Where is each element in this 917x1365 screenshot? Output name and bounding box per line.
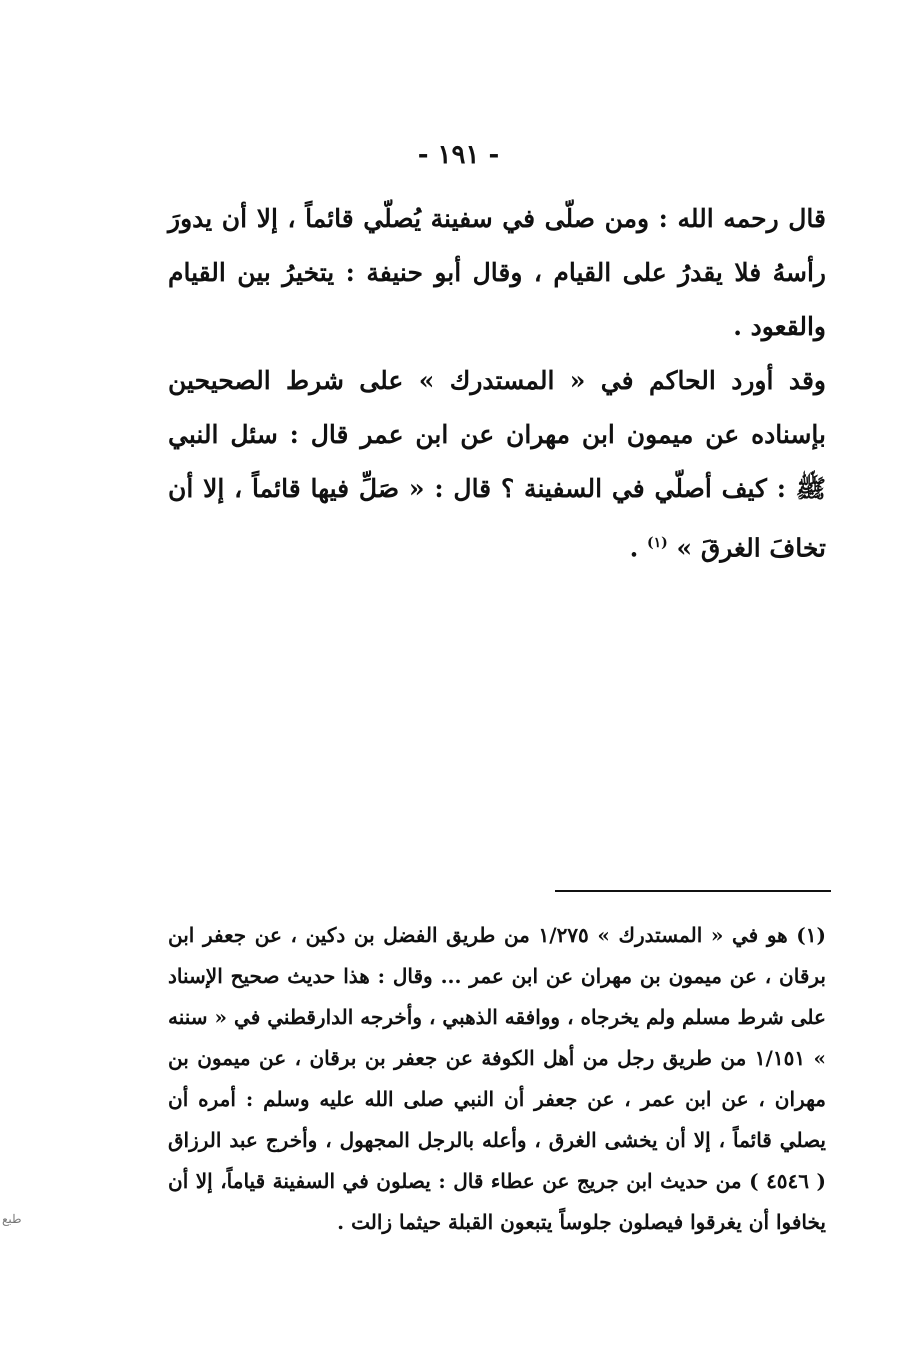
paragraph-2-end: .: [629, 533, 648, 563]
main-text: [168, 192, 826, 575]
paragraph-2: [168, 354, 826, 575]
paragraph-2-text: وقد أورد الحاكم في « المستدرك » على شرط الصحيحين بإسناده عن ميمون ابن مهران عن ابن عمر قال : سئل النبي ﷺ : كيف أصلّي في السفينة ؟ قال : « صَلِّ فيها قائماً ، إلا أن تخافَ الغرقَ »: [168, 366, 826, 563]
page-number: - ١٩١ -: [417, 140, 500, 170]
footnote-divider: [555, 890, 831, 892]
margin-stamp: ﻃﺒﻊ: [2, 1212, 22, 1226]
footnote: (١) هو في « المستدرك » ١/٢٧٥ من طريق الفضل بن دكين ، عن جعفر ابن برقان ، عن ميمون بن مهران عن ابن عمر ... وقال : هذا حديث صحيح الإسناد على شرط مسلم ولم يخرجاه ، ووافقه الذهبي ، وأخرجه الدارقطني في « سننه » ١/١٥١ من طريق رجل من أهل الكوفة عن جعفر بن برقان ، عن ميمون بن مهران ، عن ابن عمر ، عن جعفر أن النبي صلى الله عليه وسلم : أمره أن يصلي قائماً ، إلا أن يخشى الغرق ، وأعله بالرجل المجهول ، وأخرج عبد الرزاق ( ٤٥٤٦ ) من حديث ابن جريج عن عطاء قال : يصلون في السفينة قياماً، إلا أن يخافوا أن يغرقوا فيصلون جلوساً يتبعون القبلة حيثما زالت .: [168, 923, 827, 1234]
paragraph-1: قال رحمه الله : ومن صلّى في سفينة يُصلّي قائماً ، إلا أن يدورَ رأسهُ فلا يقدرُ على القيام ، وقال أبو حنيفة : يتخيرُ بين القيام والقعود .: [168, 204, 826, 341]
footnote-reference: (١): [647, 535, 668, 551]
